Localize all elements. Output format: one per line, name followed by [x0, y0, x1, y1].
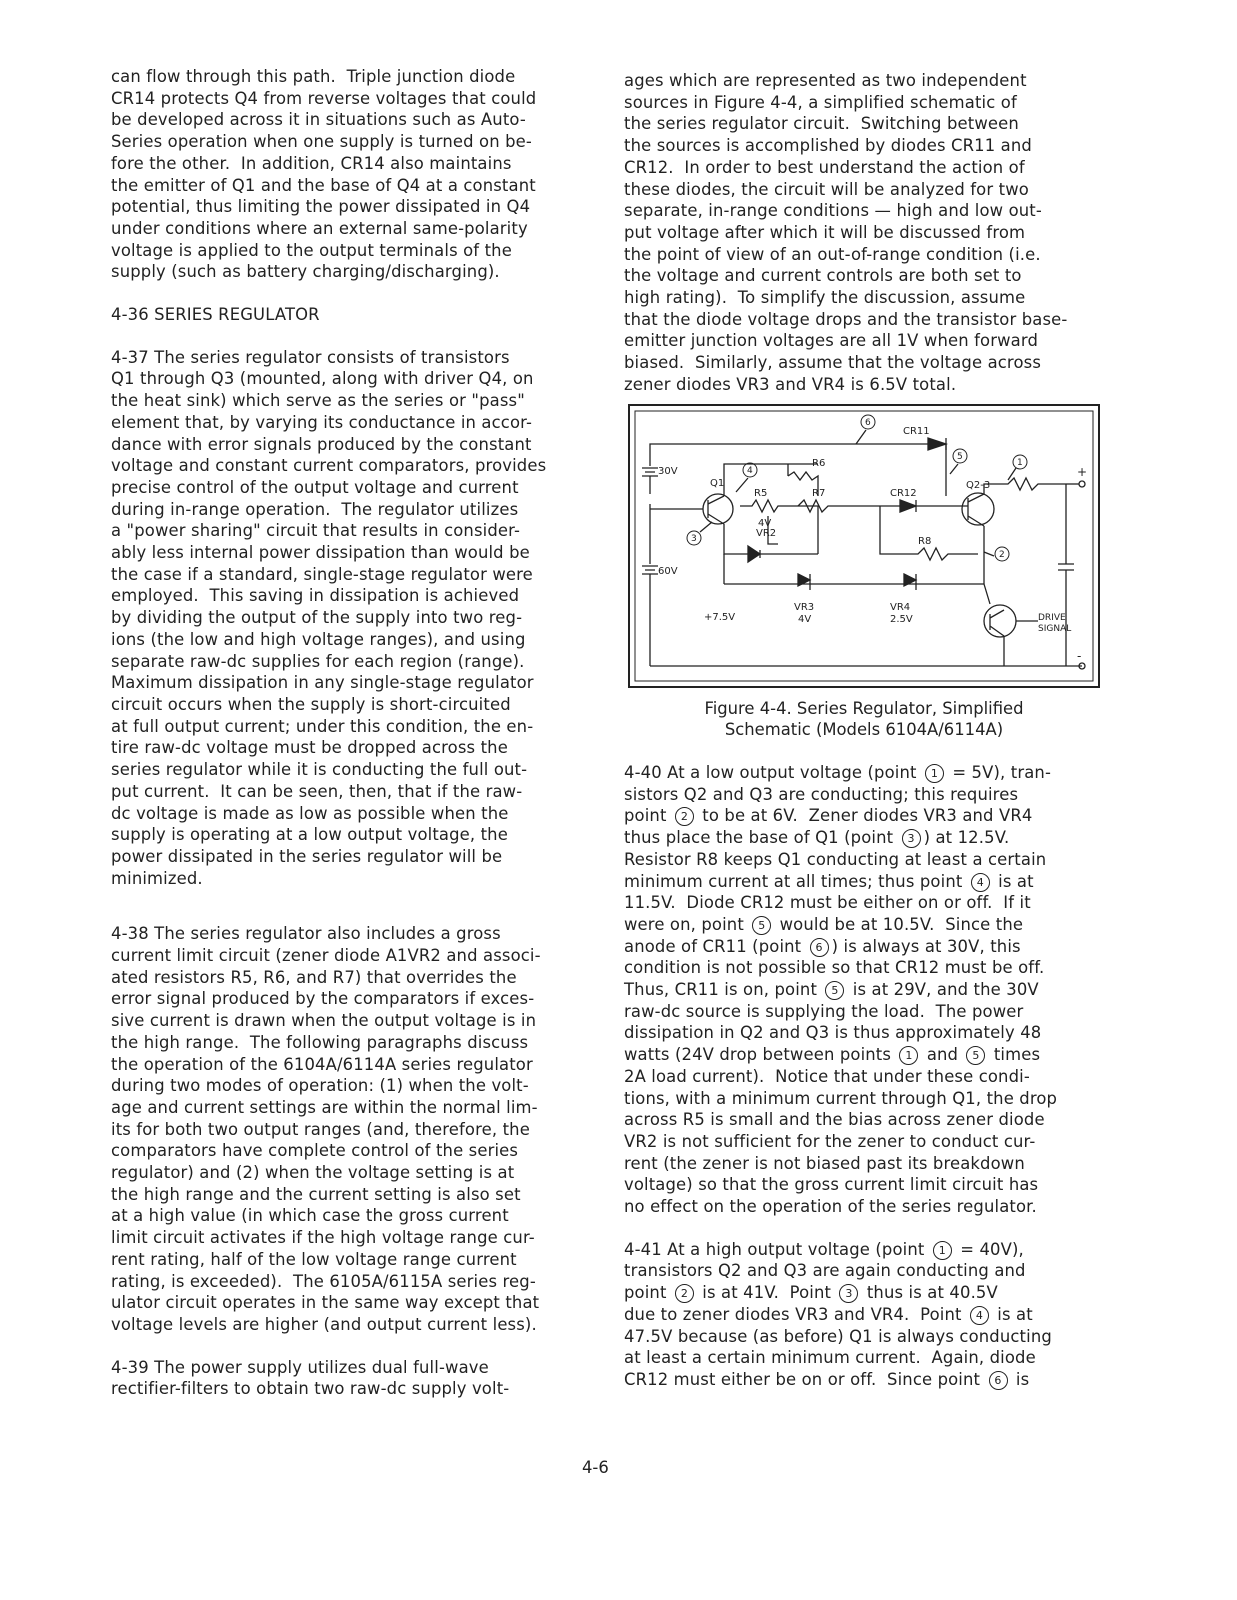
text-line: 47.5V because (as before) Q1 is always conducting	[624, 1326, 1052, 1346]
figure-caption	[628, 698, 1100, 740]
text-line: potential, thus limiting the power dissipated in Q4	[111, 197, 531, 217]
text-line: at least a certain minimum current. Again, diode	[624, 1348, 1036, 1368]
text-line: point 2 is at 41V. Point 3 thus is at 40.5V	[624, 1283, 998, 1303]
text-line: biased. Similarly, assume that the voltage across	[624, 353, 1042, 373]
text-line: series regulator while it is conducting the full out-	[111, 760, 528, 780]
point-marker: 4	[970, 1306, 989, 1325]
label-vr3-volt: 4V	[798, 614, 812, 625]
node-2: 2	[999, 550, 1005, 560]
text-line: the emitter of Q1 and the base of Q4 at a constant	[111, 175, 536, 195]
text-line: VR2 is not sufficient for the zener to conduct cur-	[624, 1131, 1036, 1151]
text-line: voltage is applied to the output terminals of the	[111, 240, 512, 260]
text-line: 11.5V. Diode CR12 must be either on or off. If it	[624, 893, 1031, 913]
text-line: ages which are represented as two independent	[624, 71, 1027, 90]
text-line: a "power sharing" circuit that results in consider-	[111, 521, 521, 541]
text-line: 4-41 At a high output voltage (point 1 = 40V),	[624, 1239, 1024, 1259]
point-marker: 3	[902, 829, 921, 848]
text-line: sive current is drawn when the output voltage is in	[111, 1011, 537, 1031]
text-line: raw-dc source is supplying the load. The power	[624, 1001, 1024, 1021]
text-line: element that, by varying its conductance in accor-	[111, 412, 533, 432]
text-line: limit circuit activates if the high voltage range cur-	[111, 1228, 535, 1248]
label-r7: R7	[812, 488, 826, 499]
text-line: precise control of the output voltage and current	[111, 477, 519, 497]
text-line: sistors Q2 and Q3 are conducting; this requires	[624, 784, 1019, 804]
text-line: rent (the zener is not biased past its breakdown	[624, 1153, 1025, 1173]
text-line: voltage levels are higher (and output current less).	[111, 1314, 537, 1334]
text-line: by dividing the output of the supply into two reg-	[111, 608, 523, 628]
label-vr4: VR4	[890, 602, 911, 613]
text-line: the sources is accomplished by diodes CR11 and	[624, 136, 1032, 156]
point-marker: 4	[971, 873, 990, 892]
label-q23: Q2-3	[966, 480, 991, 491]
text-line: zener diodes VR3 and VR4 is 6.5V total.	[624, 374, 957, 394]
left-column	[111, 66, 596, 1400]
label-cr12: CR12	[890, 488, 917, 499]
schematic-figure	[628, 404, 1100, 688]
label-vr2-volt: 4V	[758, 518, 772, 529]
text-line: minimized.	[111, 868, 203, 888]
paragraph-4-37	[111, 347, 596, 890]
label-r6: R6	[812, 458, 826, 469]
text-line: during two modes of operation: (1) when the volt-	[111, 1076, 529, 1096]
point-marker: 3	[839, 1284, 858, 1303]
text-line: the voltage and current controls are both set to	[624, 266, 1022, 286]
point-marker: 2	[675, 807, 694, 826]
text-line: circuit occurs when the supply is short-circuited	[111, 694, 511, 714]
point-marker: 6	[989, 1371, 1008, 1390]
text-line: no effect on the operation of the series regulator.	[624, 1197, 1037, 1217]
text-line: power dissipated in the series regulator will be	[111, 846, 503, 866]
label-r8: R8	[918, 536, 932, 547]
text-line: anode of CR11 (point 6 ) is always at 30V, this	[624, 936, 1021, 956]
text-line: employed. This saving in dissipation is achieved	[111, 586, 520, 606]
text-line: separate, in-range conditions — high and low out-	[624, 201, 1042, 221]
text-line: dc voltage is made as low as possible when the	[111, 803, 509, 823]
paragraph-4-39-cont	[624, 70, 1124, 396]
text-line: tions, with a minimum current through Q1, the drop	[624, 1088, 1058, 1108]
text-line: put voltage after which it will be discussed from	[624, 222, 1026, 242]
text-line: rating, is exceeded). The 6105A/6115A series reg-	[111, 1271, 536, 1291]
node-6: 6	[865, 418, 871, 428]
section-heading: 4-36 SERIES REGULATOR	[111, 305, 320, 325]
text-line: emitter junction voltages are all 1V when forward	[624, 331, 1039, 351]
point-marker: 1	[899, 1046, 918, 1065]
text-line: be developed across it in situations such as Auto-	[111, 110, 526, 130]
text-line: supply is operating at a low output voltage, the	[111, 825, 508, 845]
text-line: CR12 must either be on or off. Since point 6 is	[624, 1369, 1030, 1389]
text-line: Resistor R8 keeps Q1 conducting at least a certain	[624, 849, 1047, 869]
text-line: tire raw-dc voltage must be dropped across the	[111, 738, 508, 758]
label-minus: -	[1077, 649, 1082, 663]
text-line: CR14 protects Q4 from reverse voltages that could	[111, 88, 537, 108]
text-line: the high range. The following paragraphs discuss	[111, 1032, 529, 1052]
point-marker: 5	[752, 916, 771, 935]
text-line: error signal produced by the comparators if exces-	[111, 989, 535, 1009]
text-line: the case if a standard, single-stage regulator were	[111, 564, 533, 584]
right-column-lower	[624, 762, 1124, 1391]
text-line: age and current settings are within the normal lim-	[111, 1097, 538, 1117]
text-line: put current. It can be seen, then, that if the raw-	[111, 781, 523, 801]
label-vr3: VR3	[794, 602, 815, 613]
text-line: ulator circuit operates in the same way except that	[111, 1293, 540, 1313]
text-line: Series operation when one supply is turned on be-	[111, 132, 532, 152]
text-line: watts (24V drop between points 1 and 5 times	[624, 1045, 1041, 1065]
text-line: Thus, CR11 is on, point 5 is at 29V, and the 30V	[624, 980, 1039, 1000]
series-regulator-schematic	[628, 404, 1100, 688]
text-line: these diodes, the circuit will be analyzed for two	[624, 179, 1029, 199]
text-line: high rating). To simplify the discussion, assume	[624, 288, 1026, 308]
text-line: 2A load current). Notice that under these condi-	[624, 1066, 1030, 1086]
paragraph-4-39	[111, 1357, 596, 1400]
text-line: during in-range operation. The regulator utilizes	[111, 499, 519, 519]
text-line: thus place the base of Q1 (point 3 ) at 12.5V.	[624, 828, 1010, 848]
text-line: 4-37 The series regulator consists of transistors	[111, 347, 510, 367]
point-marker: 1	[925, 764, 944, 783]
label-vr4-volt: 2.5V	[890, 614, 913, 625]
point-marker: 6	[810, 938, 829, 957]
label-30v: 30V	[658, 466, 678, 477]
text-line: transistors Q2 and Q3 are again conducting and	[624, 1261, 1026, 1281]
paragraph-4-41	[624, 1239, 1124, 1391]
text-line: 4-40 At a low output voltage (point 1 = 5V), tran-	[624, 763, 1052, 782]
text-line: the point of view of an out-of-range condition (i.e.	[624, 244, 1041, 264]
right-column	[624, 70, 1124, 396]
text-line: 4-38 The series regulator also includes a gross	[111, 924, 501, 944]
text-line: at full output current; under this condition, the en-	[111, 716, 534, 736]
text-line: voltage and constant current comparators, provides	[111, 456, 547, 476]
label-60v: 60V	[658, 566, 678, 577]
text-line: under conditions where an external same-polarity	[111, 218, 528, 238]
text-line: dissipation in Q2 and Q3 is thus approximately 48	[624, 1023, 1042, 1043]
node-5: 5	[957, 452, 963, 462]
text-line: ably less internal power dissipation than would be	[111, 543, 530, 563]
label-signal: SIGNAL	[1038, 624, 1072, 634]
text-line: can flow through this path. Triple junction diode	[111, 67, 516, 86]
text-line: point 2 to be at 6V. Zener diodes VR3 and VR4	[624, 806, 1033, 826]
caption-line-2: Schematic (Models 6104A/6114A)	[724, 720, 1004, 739]
text-line: the operation of the 6104A/6114A series regulator	[111, 1054, 533, 1074]
text-line: due to zener diodes VR3 and VR4. Point 4 is at	[624, 1304, 1033, 1324]
text-line: CR12. In order to best understand the action of	[624, 157, 1025, 177]
text-line: regulator) and (2) when the voltage setting is at	[111, 1163, 515, 1183]
text-line: separate raw-dc supplies for each region (range).	[111, 651, 525, 671]
text-line: were on, point 5 would be at 10.5V. Since the	[624, 914, 1024, 934]
text-line: current limit circuit (zener diode A1VR2 and associ-	[111, 946, 541, 966]
paragraph-4-35-cont	[111, 66, 596, 283]
node-3: 3	[691, 534, 697, 544]
point-marker: 5	[825, 981, 844, 1000]
text-line: fore the other. In addition, CR14 also maintains	[111, 153, 512, 173]
text-line: across R5 is small and the bias across zener diode	[624, 1110, 1045, 1130]
text-line: dance with error signals produced by the constant	[111, 434, 532, 454]
text-line: ions (the low and high voltage ranges), and using	[111, 629, 526, 649]
text-line: minimum current at all times; thus point 4 is at	[624, 871, 1034, 891]
text-line: at a high value (in which case the gross current	[111, 1206, 509, 1226]
text-line: that the diode voltage drops and the transistor base-	[624, 309, 1068, 329]
text-line: the heat sink) which serve as the series or "pass"	[111, 391, 525, 411]
label-plus: +	[1077, 465, 1088, 479]
text-line: the series regulator circuit. Switching between	[624, 114, 1019, 134]
paragraph-4-38	[111, 923, 596, 1335]
text-line: Q1 through Q3 (mounted, along with driver Q4, on	[111, 369, 534, 389]
label-cr11: CR11	[903, 426, 930, 437]
text-line: rent rating, half of the low voltage range current	[111, 1249, 517, 1269]
point-marker: 5	[966, 1046, 985, 1065]
label-q1: Q1	[710, 478, 725, 489]
point-marker: 1	[933, 1241, 952, 1260]
text-line: its for both two output ranges (and, therefore, the	[111, 1119, 530, 1139]
node-4: 4	[747, 466, 753, 476]
text-line: the high range and the current setting is also set	[111, 1184, 521, 1204]
page-number: 4-6	[582, 1458, 609, 1477]
text-line: voltage) so that the gross current limit circuit has	[624, 1175, 1039, 1195]
text-line: sources in Figure 4-4, a simplified schematic of	[624, 92, 1017, 112]
text-line: condition is not possible so that CR12 must be off.	[624, 958, 1045, 978]
text-line: Maximum dissipation in any single-stage regulator	[111, 673, 534, 693]
text-line: supply (such as battery charging/discharging).	[111, 262, 500, 282]
text-line: comparators have complete control of the series	[111, 1141, 519, 1161]
caption-line-1: Figure 4-4. Series Regulator, Simplified	[704, 699, 1024, 718]
text-line: 4-39 The power supply utilizes dual full-wave	[111, 1357, 489, 1377]
text-line: ated resistors R5, R6, and R7) that overrides the	[111, 967, 517, 987]
label-r5: R5	[754, 488, 768, 499]
paragraph-4-40	[624, 762, 1124, 1218]
node-1: 1	[1017, 458, 1023, 468]
label-drive: DRIVE	[1038, 613, 1066, 623]
text-line: rectifier-filters to obtain two raw-dc supply volt-	[111, 1379, 510, 1399]
label-vr2: VR2	[756, 528, 777, 539]
point-marker: 2	[675, 1284, 694, 1303]
label-7-5v: +7.5V	[704, 612, 736, 623]
